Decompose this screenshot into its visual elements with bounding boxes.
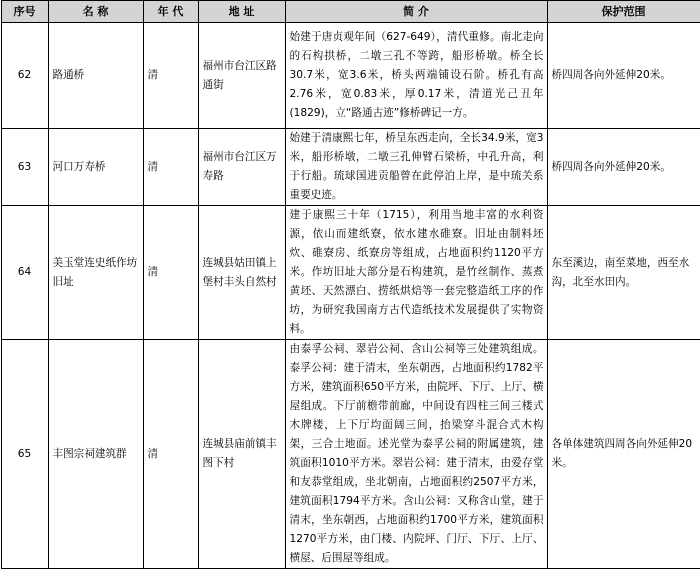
header-era: 年 代 [143, 1, 198, 23]
cell-name: 路通桥 [48, 23, 143, 129]
header-name: 名 称 [48, 1, 143, 23]
cell-era: 清 [143, 23, 198, 129]
cell-protection: 桥四周各向外延伸20米。 [547, 23, 700, 129]
cell-protection: 各单体建筑四周各向外延伸20米。 [547, 340, 700, 569]
cell-no: 63 [1, 129, 48, 206]
cell-no: 65 [1, 340, 48, 569]
cell-name: 河口万寿桥 [48, 129, 143, 206]
table-row [1, 129, 700, 206]
cell-address: 福州市台江区路通街 [198, 23, 285, 129]
header-intro: 简 介 [285, 1, 547, 23]
cell-address: 福州市台江区万寿路 [198, 129, 285, 206]
header-protection: 保护范围 [547, 1, 700, 23]
cell-era: 清 [143, 129, 198, 206]
cell-address: 连城县姑田镇上堡村丰头自然村 [198, 206, 285, 340]
cell-protection: 桥四周各向外延伸20米。 [547, 129, 700, 206]
cell-era: 清 [143, 206, 198, 340]
cell-intro: 建于康熙三十年（1715），利用当地丰富的水利资源，依山而建纸寮，依水建水碓寮。旧址由制料坯炊、碓寮房、纸寮房等组成，占地面积约1120平方米。作坊旧址大部分是石构建筑，是竹丝制作、蒸煮黄坯、天然漂白、捞纸烘焙等一套完整造纸工序的作坊，为研究我国南方古代造纸技术发展提供了实物资料。 [285, 206, 547, 340]
cell-address: 连城县庙前镇丰图下村 [198, 340, 285, 569]
header-no: 序号 [1, 1, 48, 23]
heritage-table [1, 0, 700, 569]
cell-intro: 始建于清康熙七年，桥呈东西走向，全长34.9米，宽3米，船形桥墩，二墩三孔伸臂石梁桥，中孔升高，利于行船。琉球国进贡船曾在此停泊上岸，是中琉关系重要史迹。 [285, 129, 547, 206]
cell-no: 62 [1, 23, 48, 129]
cell-intro: 由泰孚公祠、翠岩公祠、含山公祠等三处建筑组成。泰孚公祠：建于清末，坐东朝西，占地面积约1782平方米，建筑面积650平方米，由院坪、下厅、上厅、横屋组成。下厅前檐带前廊，中间设有四柱三间三楼式木牌楼，上下厅均面阔三间，抬梁穿斗混合式木构架，三合土地面。述光堂为泰孚公祠的附属建筑，建筑面积1010平方米。翠岩公祠：建于清末，由爱存堂和友恭堂组成，坐北朝南，占地面积约2507平方米，建筑面积1794平方米。含山公祠：又称含山堂，建于清末，坐东朝西，占地面积约1700平方米，建筑面积1270平方米，由门楼、内院坪、门厅、下厅、上厅、横屋、后围屋等组成。 [285, 340, 547, 569]
cell-era: 清 [143, 340, 198, 569]
header-address: 地 址 [198, 1, 285, 23]
table-row [1, 23, 700, 129]
cell-protection: 东至溪边，南至菜地，西至水沟，北至水田内。 [547, 206, 700, 340]
table-row [1, 206, 700, 340]
cell-intro: 始建于唐贞观年间（627-649），清代重修。南北走向的石构拱桥，二墩三孔不等跨，船形桥墩。桥全长30.7米，宽3.6米，桥头两端铺设石阶。桥孔有高2.76米，宽0.83米，厚0.17米，清道光己丑年(1829)，立“路通古迹”修桥碑记一方。 [285, 23, 547, 129]
cell-name: 丰图宗祠建筑群 [48, 340, 143, 569]
header-row [1, 1, 700, 23]
cell-no: 64 [1, 206, 48, 340]
cell-name: 美玉堂连史纸作坊旧址 [48, 206, 143, 340]
table-row [1, 340, 700, 569]
